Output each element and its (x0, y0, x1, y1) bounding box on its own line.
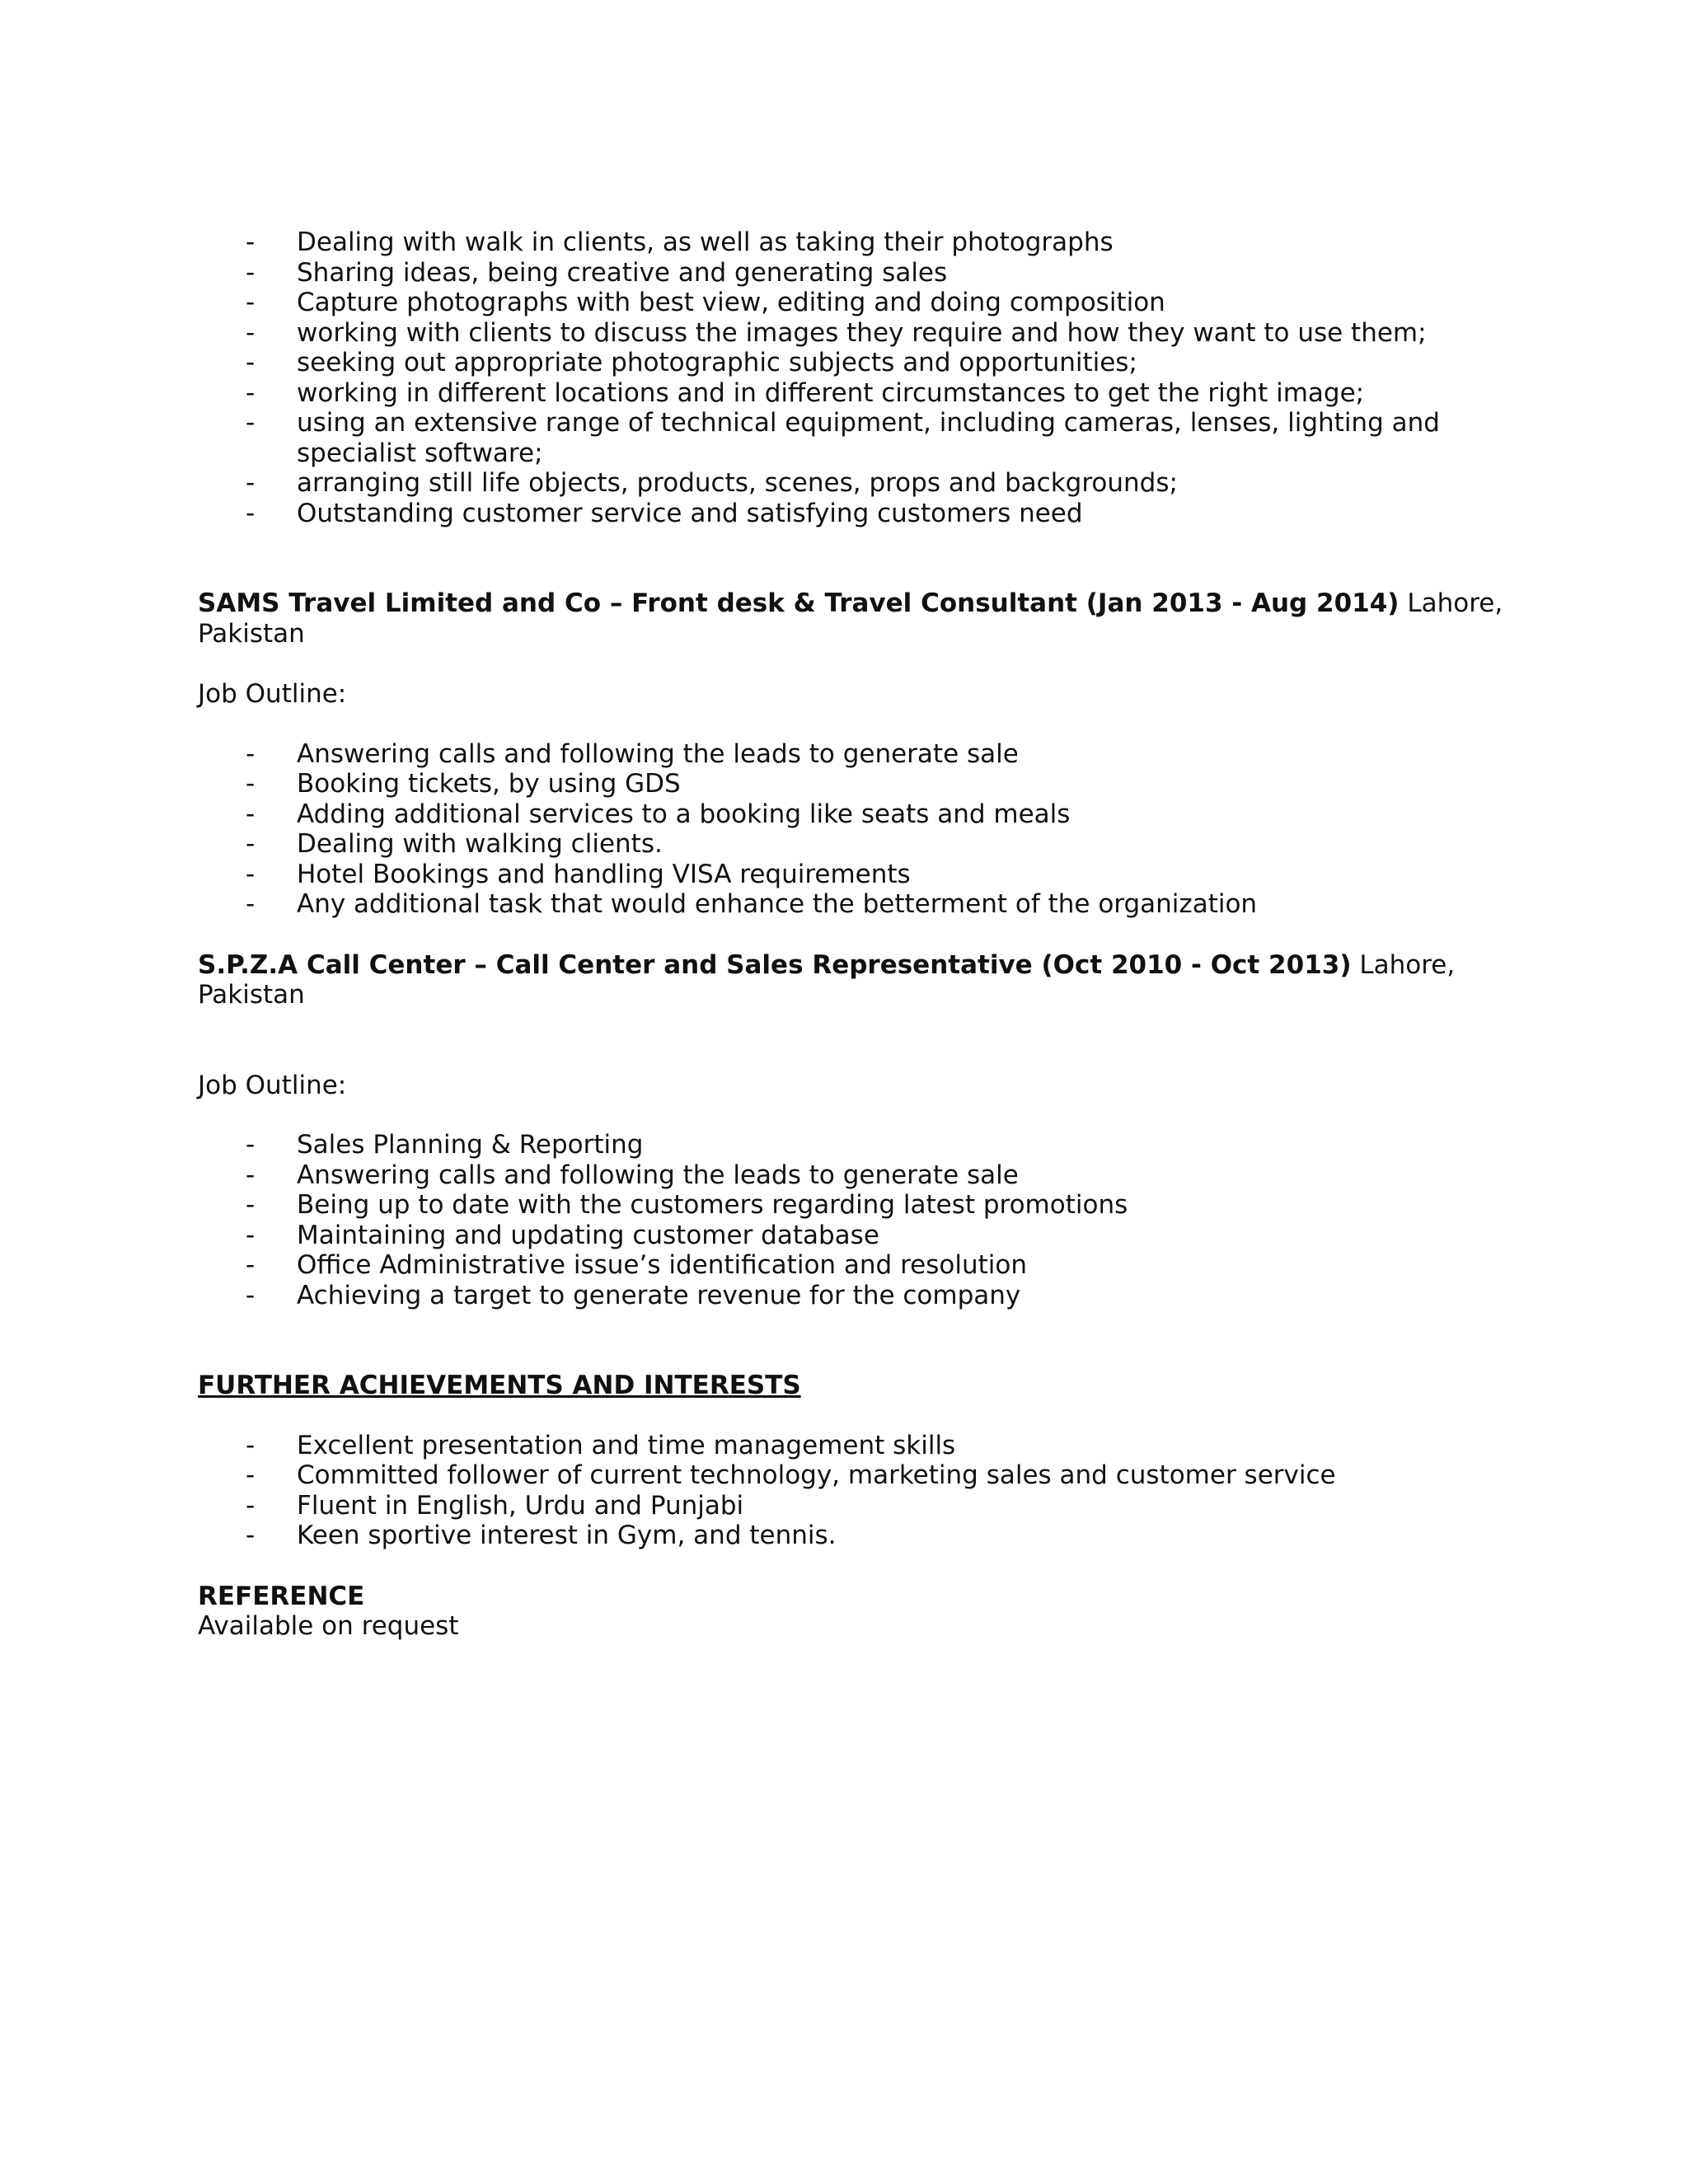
list-item: - Booking tickets, by using GDS (198, 769, 1517, 799)
job-location: Lahore, Pakistan (198, 588, 1503, 649)
list-item: - Hotel Bookings and handling VISA requirements (198, 860, 1517, 890)
list-item: - Dealing with walk in clients, as well as taking their photographs (198, 227, 1517, 258)
job-heading-spza-call-center (198, 950, 1517, 1010)
list-item: - Dealing with walking clients. (198, 829, 1517, 860)
list-item: - Sharing ideas, being creative and generating sales (198, 258, 1517, 288)
list-item: - Any additional task that would enhance the betterment of the organization (198, 889, 1517, 920)
reference-heading: REFERENCE (198, 1581, 365, 1611)
list-item: - Office Administrative issue’s identification and resolution (198, 1250, 1517, 1281)
list-item: - Sales Planning & Reporting (198, 1130, 1517, 1160)
job-title: SAMS Travel Limited and Co – Front desk & Travel Consultant (Jan 2013 - Aug 2014) (198, 588, 1400, 618)
list-item: - Answering calls and following the leads to generate sale (198, 739, 1517, 770)
list-item: - seeking out appropriate photographic subjects and opportunities; (198, 348, 1517, 378)
list-item: - using an extensive range of technical equipment, including cameras, lenses, lighting and specialist software; (198, 408, 1517, 468)
job-outline-label: Job Outline: (198, 1070, 347, 1100)
job-heading-sams-travel (198, 588, 1517, 649)
list-item: - Keen sportive interest in Gym, and tennis. (198, 1521, 1517, 1551)
spza-duties-list (198, 1130, 1517, 1310)
resume-page (198, 227, 1517, 1642)
reference-text: Available on request (198, 1611, 459, 1641)
list-item: - Adding additional services to a booking like seats and meals (198, 799, 1517, 830)
achievements-list (198, 1431, 1517, 1551)
list-item: - working with clients to discuss the images they require and how they want to use them; (198, 318, 1517, 349)
list-item: - working in different locations and in different circumstances to get the right image; (198, 378, 1517, 409)
job-outline-label: Job Outline: (198, 679, 347, 709)
list-item: - Fluent in English, Urdu and Punjabi (198, 1491, 1517, 1521)
list-item: - Outstanding customer service and satisfying customers need (198, 499, 1517, 529)
photography-duties-list (198, 227, 1517, 528)
list-item: - Achieving a target to generate revenue for the company (198, 1281, 1517, 1311)
list-item: - Excellent presentation and time management skills (198, 1431, 1517, 1461)
list-item: - Capture photographs with best view, editing and doing composition (198, 288, 1517, 318)
list-item: - Answering calls and following the leads to generate sale (198, 1160, 1517, 1191)
job-location: Lahore, Pakistan (198, 949, 1456, 1010)
list-item: - arranging still life objects, products, scenes, props and backgrounds; (198, 468, 1517, 499)
list-item: - Committed follower of current technology, marketing sales and customer service (198, 1460, 1517, 1491)
sams-travel-duties-list (198, 739, 1517, 920)
list-item: - Being up to date with the customers regarding latest promotions (198, 1190, 1517, 1221)
achievements-heading: FURTHER ACHIEVEMENTS AND INTERESTS (198, 1371, 801, 1400)
job-title: S.P.Z.A Call Center – Call Center and Sales Representative (Oct 2010 - Oct 2013) (198, 949, 1352, 980)
list-item: - Maintaining and updating customer database (198, 1221, 1517, 1251)
